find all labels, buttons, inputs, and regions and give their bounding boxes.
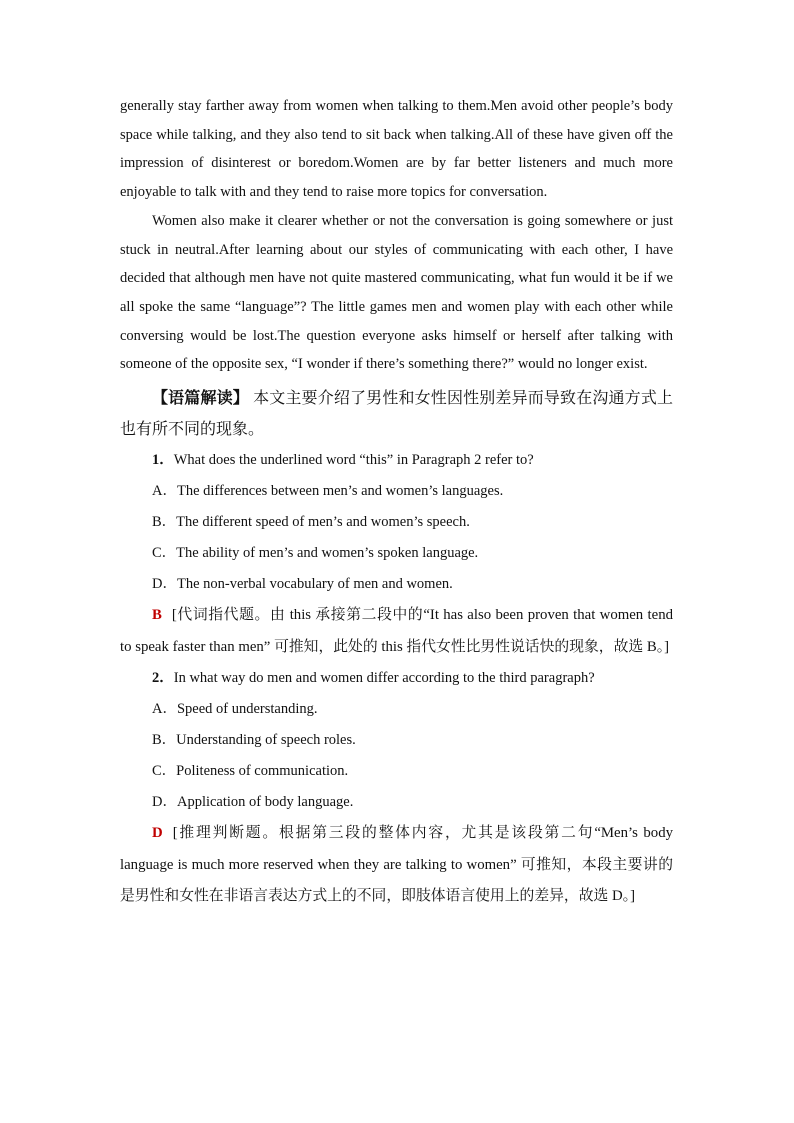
option-b: B．Understanding of speech roles. <box>152 732 356 749</box>
option-a: A．Speed of understanding. <box>152 701 318 718</box>
question-number: 2． <box>152 670 174 687</box>
document-page <box>120 92 673 913</box>
option-b: B．The different speed of men’s and women’s speech. <box>152 514 470 531</box>
question-number: 1． <box>152 452 174 469</box>
question-stem <box>152 663 673 694</box>
question-2 <box>120 663 673 913</box>
passage-paragraph-2: Women also make it clearer whether or not the conversation is going somewhere or just stuck in neutral.After learning about our styles of communicating with each other, I have decided that although men have not quite mastered communicating, what fun would it be if we all spoke the same “language”? The little games men and women play with each other while conversing would be lost.The question everyone asks himself or herself after talking with someone of the opposite sex, “I wonder if there’s something there?” would no longer exist. <box>120 212 673 373</box>
option-a: A．The differences between men’s and women’s languages. <box>152 483 504 500</box>
question-1 <box>120 445 673 663</box>
explanation-text: [推理判断题。根据第三段的整体内容，尤其是该段第二句“Men’s body language is much more reserved when they are talking to women” 可推知，本段主要讲的是男性和女性在非语言表达方式上的不同，即肢体语言使用上的差异，故选 D。] <box>120 825 673 905</box>
reading-note-tag: 【语篇解读】 <box>152 390 249 408</box>
option-d: D．Application of body language. <box>152 794 354 811</box>
answer-explanation <box>120 818 673 913</box>
answer-key: B <box>152 607 162 624</box>
passage-paragraph-1: generally stay farther away from women when talking to them.Men avoid other people’s body space while talking, and they also tend to sit back when talking.All of these have given off the impression of disinterest or boredom.Women are by far better listeners and much more enjoyable to talk with and they tend to raise more topics for conversation. <box>120 98 673 201</box>
reading-note-text: 本文主要介绍了男性和女性因性别差异而导致在沟通方式上也有所不同的现象。 <box>120 390 673 439</box>
answer-explanation <box>120 600 673 663</box>
option-c: C．Politeness of communication. <box>152 763 349 780</box>
answer-key: D <box>152 825 163 842</box>
question-text: What does the underlined word “this” in Paragraph 2 refer to? <box>173 452 534 469</box>
question-stem <box>152 445 673 476</box>
question-text: In what way do men and women differ according to the third paragraph? <box>173 670 595 687</box>
explanation-text: [代词指代题。由 this 承接第二段中的“It has also been proven that women tend to speak faster than men” 可推知，此处的 this 指代女性比男性说话快的现象，故选 B。] <box>120 607 673 655</box>
option-d: D．The non-verbal vocabulary of men and women. <box>152 576 453 593</box>
reading-note <box>120 383 673 445</box>
option-c: C．The ability of men’s and women’s spoken language. <box>152 545 479 562</box>
